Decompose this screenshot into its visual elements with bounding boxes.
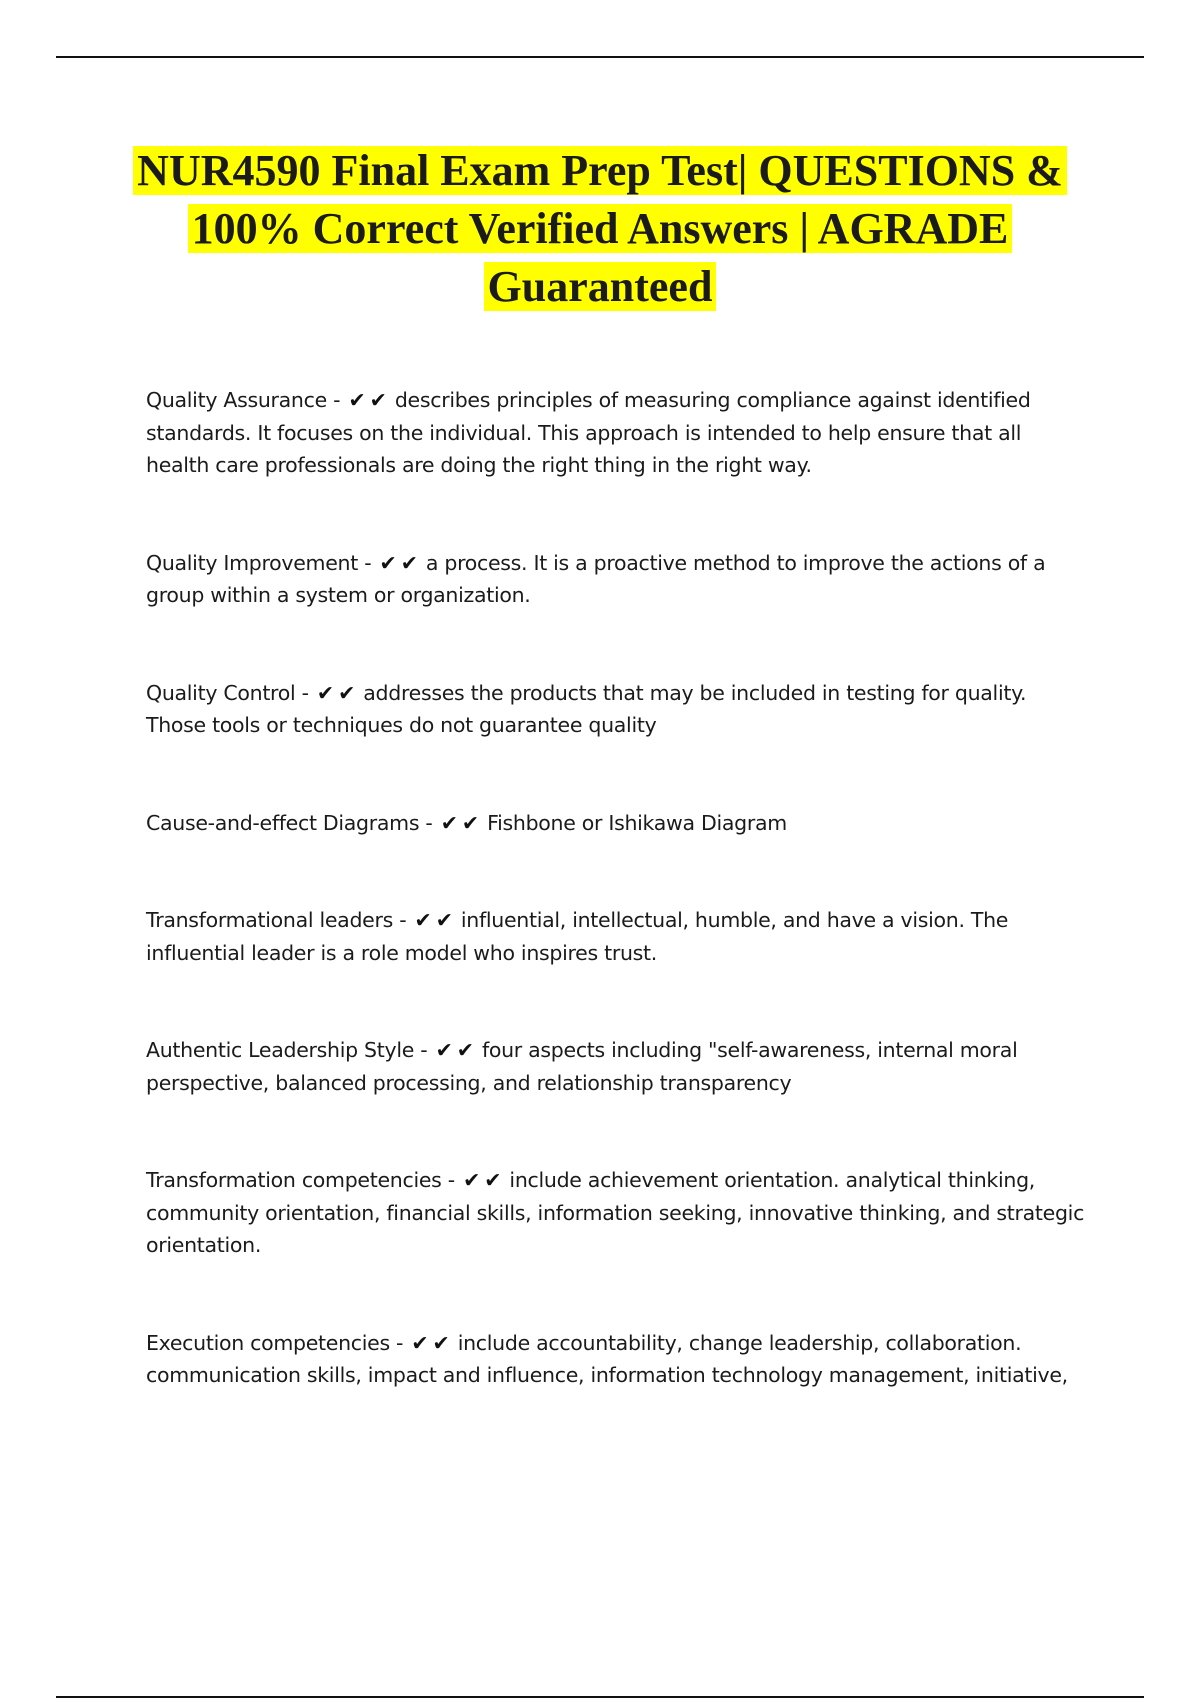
qa-item: [146, 547, 1086, 612]
page-title: [100, 142, 1100, 316]
separator: -: [392, 908, 413, 932]
definition: describes principles of measuring compliance against identified standards. It focuses on the individual. This approach is intended to help ensure that all health care professionals are doing the right thing in the right way.: [146, 388, 1031, 477]
term: Execution competencies: [146, 1330, 390, 1355]
separator: -: [389, 1330, 410, 1355]
qa-item: [146, 1164, 1086, 1262]
term: Quality Control: [146, 680, 296, 705]
separator: -: [326, 388, 347, 412]
qa-item: [146, 1327, 1086, 1392]
term: Quality Improvement: [146, 550, 358, 575]
bottom-divider: [56, 1696, 1144, 1698]
qa-item: [146, 677, 1086, 742]
separator: -: [357, 550, 378, 575]
definition: four aspects including "self-awareness, internal moral perspective, balanced processing, and relationship transparency: [146, 1038, 1018, 1095]
term: Quality Assurance: [146, 388, 327, 412]
top-divider: [56, 56, 1144, 58]
separator: -: [414, 1038, 434, 1062]
definition: a process. It is a proactive method to improve the actions of a group within a system or organization.: [146, 550, 1046, 607]
separator: -: [419, 810, 439, 835]
definition: Fishbone or Ishikawa Diagram: [487, 810, 787, 835]
checkmark-icon: ✔✔: [440, 810, 484, 835]
separator: -: [295, 680, 315, 705]
definition: influential, intellectual, humble, and have a vision. The influential leader is a role model who inspires trust.: [146, 908, 1009, 965]
term: Cause-and-effect Diagrams: [146, 810, 420, 835]
qa-item: [146, 807, 1086, 840]
qa-list: [146, 384, 1086, 1457]
checkmark-icon: ✔✔: [348, 388, 391, 412]
definition: addresses the products that may be included in testing for quality. Those tools or techniques do not guarantee quality: [146, 680, 1027, 737]
term: Authentic Leadership Style: [146, 1038, 415, 1062]
title-highlight: NUR4590 Final Exam Prep Test| QUESTIONS & 100% Correct Verified Answers | AGRADE Guaranteed: [133, 146, 1067, 311]
term: Transformational leaders: [146, 908, 393, 932]
definition: include accountability, change leadership, collaboration. communication skills, impact and influence, information technology management, initiative,: [146, 1330, 1068, 1387]
qa-item: [146, 904, 1086, 969]
checkmark-icon: ✔✔: [414, 908, 457, 932]
checkmark-icon: ✔✔: [463, 1168, 506, 1192]
checkmark-icon: ✔✔: [379, 550, 422, 575]
term: Transformation competencies: [146, 1168, 442, 1192]
checkmark-icon: ✔✔: [435, 1038, 478, 1062]
qa-item: [146, 384, 1086, 482]
checkmark-icon: ✔✔: [411, 1330, 454, 1355]
definition: include achievement orientation. analytical thinking, community orientation, financial skills, information seeking, innovative thinking, and strategic orientation.: [146, 1168, 1085, 1257]
qa-item: [146, 1034, 1086, 1099]
separator: -: [441, 1168, 462, 1192]
checkmark-icon: ✔✔: [316, 680, 360, 705]
